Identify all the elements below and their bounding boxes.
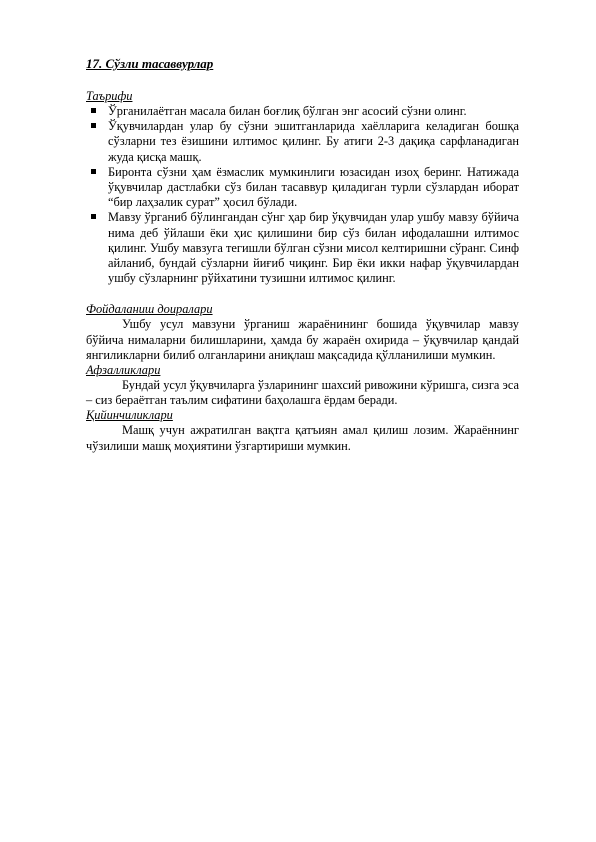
square-bullet-icon	[91, 214, 96, 219]
difficulties-paragraph: Машқ учун ажратилган вақтга қатъиян амал қилиш лозим. Жараённинг чўзилиши машқ моҳиятини ўзгартириши мумкин.	[86, 423, 519, 453]
document-title: 17. Сўзли тасаввурлар	[86, 56, 214, 71]
list-item-text: Ўқувчилардан улар бу сўзни эшитганларида хаёлларига келадиган бошқа сўзларни тез ёзишини илтимос қилинг. Бу атиги 2-3 дақиқа сарфланадиган жуда қисқа машқ.	[108, 119, 519, 164]
square-bullet-icon	[91, 169, 96, 174]
list-item-text: Ўрганилаётган масала билан боғлиқ бўлган энг асосий сўзни олинг.	[108, 104, 467, 118]
list-item-text: Мавзу ўрганиб бўлингандан сўнг ҳар бир ўқувчидан улар ушбу мавзу бўйича нима деб ўйлаши ёки ҳис қилишини бир сўз билан ифодалашни илтимос қилинг. Ушбу мавзуга тегишли бўлган сўзни мисол келтиришни сўранг. Синф айланиб, бундай сўзларни йиғиб чиқинг. Бир ёки икки нафар ўқувчилардан ушбу сўзларнинг рўйхатини тузишни илтимос қилинг.	[108, 210, 519, 286]
definition-heading: Таърифи	[86, 89, 133, 103]
usage-paragraph: Ушбу усул мавзуни ўрганиш жараёнининг бошида ўқувчилар мавзу бўйича нималарни билишларини, ҳамда бу жараён охирида – ўқувчилар қандай янгиликларни билиб олганларини аниқлаш мақсадида қўлланилиши мумкин.	[86, 317, 519, 362]
usage-heading: Фойдаланиш доиралари	[86, 302, 213, 317]
list-item	[108, 119, 519, 165]
list-item-text: Биронта сўзни ҳам ёзмаслик мумкинлиги юзасидан изоҳ беринг. Натижада ўқувчилар дастлабки сўз билан тасаввур қиладиган турли сўзлардан иборат “бир лаҳзалик сурат” ҳосил бўлади.	[108, 164, 519, 210]
square-bullet-icon	[91, 123, 96, 128]
spacer	[86, 286, 519, 302]
list-item	[108, 165, 519, 211]
difficulties-heading: Қийинчиликлари	[86, 408, 173, 423]
definition-list	[86, 104, 519, 286]
list-item	[108, 104, 519, 119]
advantages-heading: Афзалликлари	[86, 363, 161, 378]
advantages-paragraph: Бундай усул ўқувчиларга ўзларининг шахсий ривожини кўришга, сизга эса – сиз бераётган таълим сифатини баҳолашга ёрдам беради.	[86, 378, 519, 408]
square-bullet-icon	[91, 108, 96, 113]
list-item	[108, 210, 519, 286]
